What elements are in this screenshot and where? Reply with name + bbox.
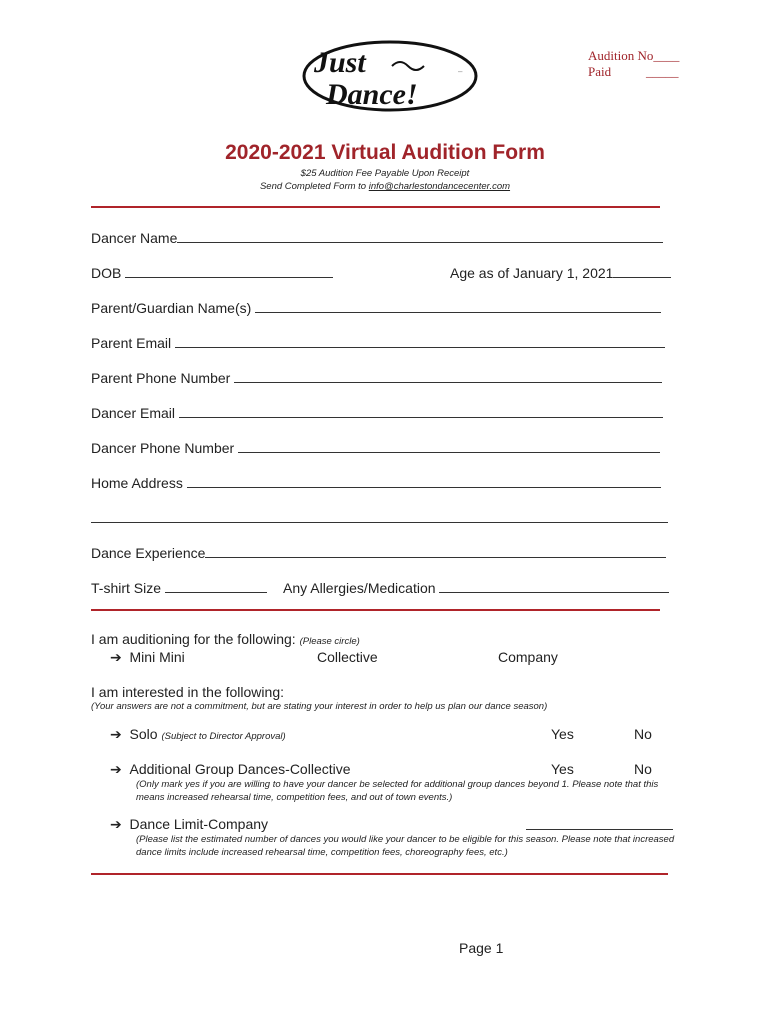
option-label: Mini Mini	[129, 649, 185, 665]
right-arrow-icon: ➔	[110, 816, 122, 832]
parent-phone-line[interactable]	[234, 369, 662, 383]
home-address-line[interactable]	[187, 474, 661, 488]
parent-email-line[interactable]	[175, 334, 665, 348]
limit-label: Dance Limit-Company	[129, 816, 269, 832]
limit-line[interactable]	[526, 829, 673, 830]
paid-line: _____	[646, 64, 679, 79]
parent-name-line[interactable]	[255, 299, 661, 313]
right-arrow-icon: ➔	[110, 649, 122, 665]
home-address-line-2[interactable]	[91, 509, 668, 526]
option-collective[interactable]: Collective	[317, 649, 378, 665]
dancer-email-field[interactable]	[91, 404, 663, 421]
limit-note: (Please list the estimated number of dances you would like your dancer to be eligible for this season. Please note that increased dance limits include increased rehearsal time, competition fees, choreography fees, etc.)	[136, 834, 675, 858]
option-company[interactable]: Company	[498, 649, 558, 665]
allergies-label: Any Allergies/Medication	[283, 580, 436, 596]
solo-label: Solo	[129, 726, 158, 742]
fee-note: $25 Audition Fee Payable Upon Receipt	[300, 168, 470, 179]
solo-no[interactable]: No	[634, 726, 652, 742]
auditioning-note: (Please circle)	[299, 636, 360, 647]
logo-text-just: Just	[314, 46, 366, 79]
allergies-field[interactable]	[283, 579, 669, 596]
dob-label: DOB	[91, 265, 122, 281]
dance-experience-label: Dance Experience	[91, 545, 206, 561]
limit-row	[110, 816, 268, 833]
dob-field[interactable]	[91, 264, 333, 281]
age-label: Age as of January 1, 2021	[450, 265, 614, 281]
additional-row	[110, 761, 351, 778]
divider-bottom	[91, 873, 668, 875]
auditioning-title: I am auditioning for the following:	[91, 631, 296, 647]
parent-phone-label: Parent Phone Number	[91, 370, 231, 386]
dance-experience-field[interactable]	[91, 544, 666, 561]
dancer-phone-field[interactable]	[91, 439, 660, 456]
just-dance-logo	[300, 38, 482, 114]
option-mini-mini[interactable]	[110, 649, 185, 666]
allergies-line[interactable]	[439, 579, 669, 593]
additional-no[interactable]: No	[634, 761, 652, 777]
dancer-name-line[interactable]	[177, 229, 663, 243]
dancer-name-label: Dancer Name	[91, 230, 178, 246]
tshirt-line[interactable]	[165, 579, 267, 593]
page-number: Page 1	[459, 940, 504, 956]
auditioning-heading	[91, 631, 360, 647]
dancer-phone-label: Dancer Phone Number	[91, 440, 235, 456]
dancer-phone-line[interactable]	[238, 439, 660, 453]
parent-name-field[interactable]	[91, 299, 661, 316]
email-link[interactable]: info@charlestondancecenter.com	[368, 181, 511, 192]
home-address-field[interactable]	[91, 474, 661, 491]
interest-heading: I am interested in the following:	[91, 684, 284, 700]
divider-middle	[91, 609, 660, 611]
additional-label: Additional Group Dances-Collective	[129, 761, 351, 777]
parent-email-field[interactable]	[91, 334, 665, 351]
interest-note: (Your answers are not a commitment, but are stating your interest in order to help us plan our dance season)	[91, 701, 548, 712]
parent-name-label: Parent/Guardian Name(s)	[91, 300, 252, 316]
age-field[interactable]	[450, 264, 671, 281]
tshirt-label: T-shirt Size	[91, 580, 162, 596]
send-note	[0, 181, 770, 192]
home-address-line-2-fill[interactable]	[91, 509, 668, 523]
form-title: 2020-2021 Virtual Audition Form	[225, 141, 545, 164]
send-prefix: Send Completed Form to	[259, 181, 369, 192]
audition-number: Audition No____	[588, 48, 680, 63]
age-line[interactable]	[613, 264, 671, 278]
home-address-label: Home Address	[91, 475, 183, 491]
dob-line[interactable]	[125, 264, 333, 278]
parent-phone-field[interactable]	[91, 369, 662, 386]
additional-note: (Only mark yes if you are willing to have your dancer be selected for additional group dances beyond 1. Please note that this means increased rehearsal time, competition fees, and out of town events.)	[136, 779, 659, 803]
right-arrow-icon: ➔	[110, 726, 122, 742]
solo-row	[110, 726, 286, 743]
divider-top	[91, 206, 660, 208]
right-arrow-icon: ➔	[110, 761, 122, 777]
dancer-email-label: Dancer Email	[91, 405, 176, 421]
solo-yes[interactable]: Yes	[551, 726, 574, 742]
dancer-name-field[interactable]	[91, 229, 663, 246]
logo-dash: –	[458, 67, 463, 76]
parent-email-label: Parent Email	[91, 335, 172, 351]
solo-note: (Subject to Director Approval)	[161, 731, 286, 742]
additional-yes[interactable]: Yes	[551, 761, 574, 777]
paid-label: Paid	[588, 64, 612, 79]
dancer-email-line[interactable]	[179, 404, 663, 418]
logo-text-dance: Dance!	[326, 78, 418, 111]
dance-experience-line[interactable]	[205, 544, 666, 558]
tshirt-field[interactable]	[91, 579, 267, 596]
